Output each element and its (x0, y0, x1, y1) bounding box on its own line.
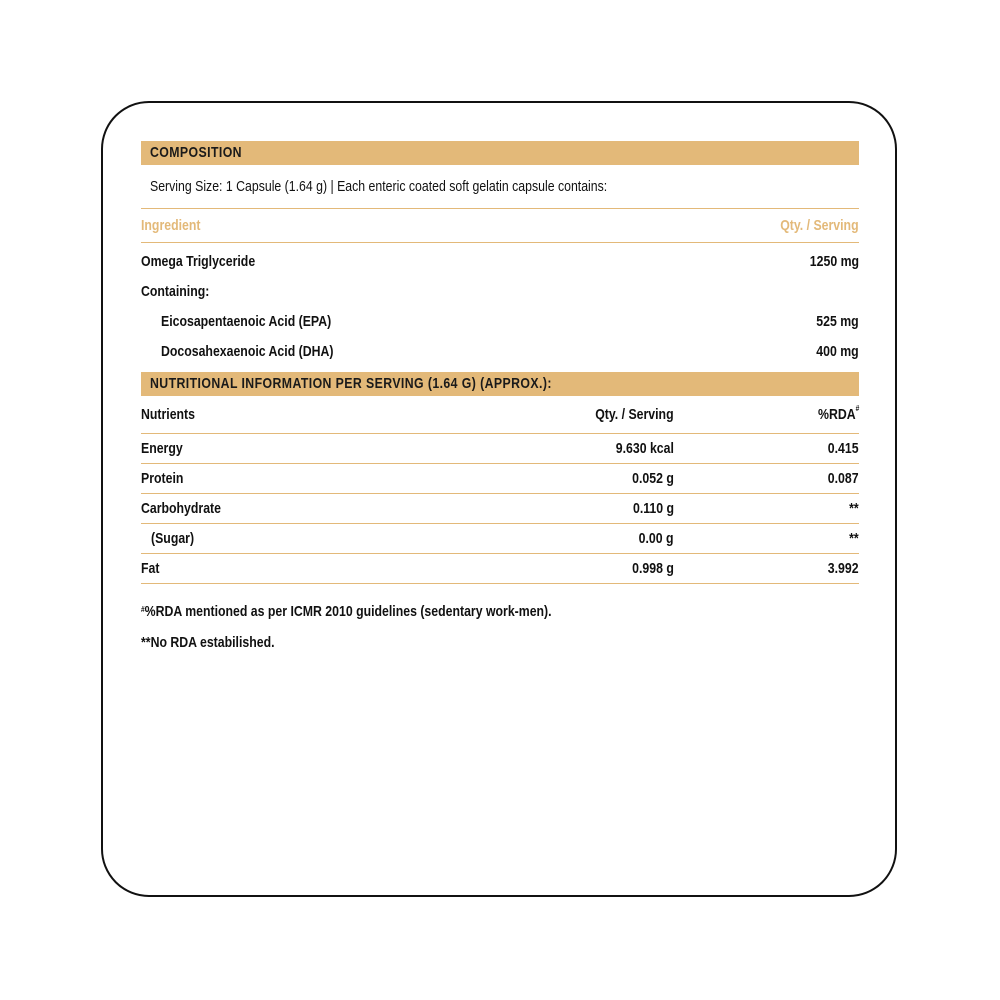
nutrition-row (141, 434, 859, 464)
footnotes (141, 596, 859, 658)
label-content (141, 141, 859, 658)
nutrient-qty: 0.00 g (639, 530, 674, 547)
ingredient-name: Containing: (141, 282, 210, 300)
nutrient-name: (Sugar) (151, 530, 195, 547)
serving-size: Serving Size: 1 Capsule (1.64 g) | Each enteric coated soft gelatin capsule contains: (141, 165, 859, 209)
nutrition-qty-header: Qty. / Serving (595, 406, 674, 423)
composition-column-header (141, 209, 859, 243)
nutrition-row (141, 494, 859, 524)
nutrient-name: Carbohydrate (141, 500, 221, 517)
nutrient-rda: ** (849, 500, 859, 517)
nutrition-column-header (141, 396, 859, 434)
nutrient-rda: ** (849, 530, 859, 547)
qty-header: Qty. / Serving (780, 217, 859, 234)
composition-header: COMPOSITION (141, 141, 859, 165)
nutrients-header: Nutrients (141, 406, 195, 423)
ingredient-qty: 400 mg (816, 342, 859, 360)
nutrition-header: NUTRITIONAL INFORMATION PER SERVING (1.64 G) (APPROX.): (141, 372, 859, 396)
nutrient-qty: 9.630 kcal (615, 440, 674, 457)
composition-row (141, 306, 859, 336)
ingredient-name: Eicosapentaenoic Acid (EPA) (161, 312, 332, 330)
footnote-rda: #%RDA mentioned as per ICMR 2010 guidelines (sedentary work-men). (141, 603, 552, 620)
rda-header: %RDA# (817, 404, 859, 423)
nutrient-name: Fat (141, 560, 160, 577)
composition-row (141, 276, 859, 306)
nutrient-qty: 0.052 g (632, 470, 674, 487)
nutrient-qty: 0.998 g (632, 560, 674, 577)
nutrient-name: Energy (141, 440, 183, 457)
nutrient-rda: 0.415 (828, 440, 859, 457)
nutrition-row (141, 554, 859, 584)
nutrient-name: Protein (141, 470, 184, 487)
ingredient-name: Omega Triglyceride (141, 252, 256, 270)
ingredient-qty: 1250 mg (809, 252, 859, 270)
ingredient-header: Ingredient (141, 217, 201, 234)
composition-row (141, 336, 859, 366)
ingredient-name: Docosahexaenoic Acid (DHA) (161, 342, 334, 360)
composition-row (141, 246, 859, 276)
nutrition-row (141, 464, 859, 494)
nutrient-qty: 0.110 g (632, 500, 674, 517)
ingredient-qty: 525 mg (816, 312, 859, 330)
nutrition-row (141, 524, 859, 554)
nutrient-rda: 3.992 (828, 560, 859, 577)
footnote-no-rda: **No RDA estabilished. (141, 634, 275, 651)
nutrient-rda: 0.087 (828, 470, 859, 487)
